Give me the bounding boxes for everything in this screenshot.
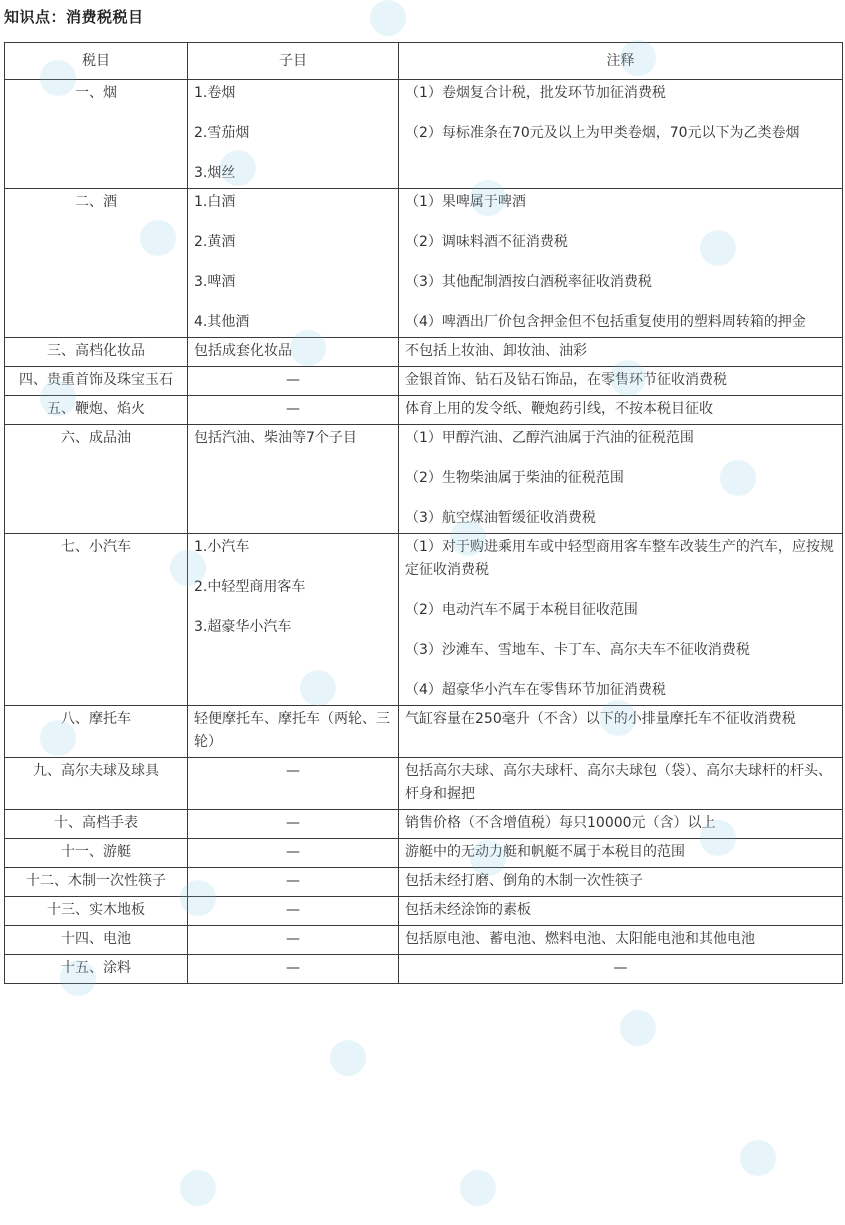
note-cell: [399, 534, 843, 706]
tax-item-cell: 四、贵重首饰及珠宝玉石: [5, 367, 188, 396]
tax-item-cell: 九、高尔夫球及球具: [5, 758, 188, 810]
note-line: 包括未经打磨、倒角的木制一次性筷子: [405, 873, 643, 889]
sub-item-line: —: [286, 372, 300, 388]
note-line: 金银首饰、钻石及钻石饰品，在零售环节征收消费税: [405, 372, 727, 388]
sub-item-cell: [188, 897, 399, 926]
watermark-logo: [180, 1170, 216, 1206]
table-row: [5, 897, 843, 926]
table-row: [5, 80, 843, 189]
note-cell: [399, 706, 843, 758]
table-row: [5, 868, 843, 897]
sub-item-cell: [188, 80, 399, 189]
sub-item-line: 2.黄酒: [194, 234, 236, 250]
note-line: 销售价格（不含增值税）每只10000元（含）以上: [405, 815, 716, 831]
sub-item-cell: [188, 758, 399, 810]
note-line: （3）沙滩车、雪地车、卡丁车、高尔夫车不征收消费税: [405, 642, 750, 658]
note-line: （4）啤酒出厂价包含押金但不包括重复使用的塑料周转箱的押金: [405, 314, 806, 330]
note-line: （1）对于购进乘用车或中轻型商用客车整车改装生产的汽车，应按规定征收消费税: [405, 539, 834, 578]
note-line: （1）卷烟复合计税，批发环节加征消费税: [405, 85, 666, 101]
tax-item-cell: 二、酒: [5, 189, 188, 338]
tax-item-cell: 十二、木制一次性筷子: [5, 868, 188, 897]
sub-item-line: 2.雪茄烟: [194, 125, 250, 141]
table-row: [5, 810, 843, 839]
tax-item-cell: 五、鞭炮、焰火: [5, 396, 188, 425]
sub-item-line: 1.小汽车: [194, 539, 250, 555]
tax-item-cell: 一、烟: [5, 80, 188, 189]
sub-item-cell: [188, 955, 399, 984]
watermark-logo: [370, 0, 406, 36]
sub-item-line: —: [286, 401, 300, 417]
tax-items-table: [4, 42, 843, 984]
note-line: 气缸容量在250毫升（不含）以下的小排量摩托车不征收消费税: [405, 711, 796, 727]
note-line: （4）超豪华小汽车在零售环节加征消费税: [405, 682, 666, 698]
table-row: [5, 425, 843, 534]
note-line: （2）调味料酒不征消费税: [405, 234, 568, 250]
note-line: （3）航空煤油暂缓征收消费税: [405, 510, 596, 526]
table-row: [5, 926, 843, 955]
note-cell: [399, 868, 843, 897]
sub-item-line: 包括成套化妆品: [194, 343, 292, 359]
note-line: 包括高尔夫球、高尔夫球杆、高尔夫球包（袋）、高尔夫球杆的杆头、杆身和握把: [405, 763, 832, 802]
sub-item-cell: [188, 425, 399, 534]
sub-item-line: 轻便摩托车、摩托车（两轮、三轮）: [194, 711, 390, 750]
sub-item-line: 3.烟丝: [194, 165, 236, 181]
note-cell: [399, 338, 843, 367]
note-cell: [399, 839, 843, 868]
note-cell: [399, 367, 843, 396]
sub-item-line: 包括汽油、柴油等7个子目: [194, 430, 357, 446]
sub-item-cell: [188, 338, 399, 367]
note-cell: [399, 396, 843, 425]
note-line: 包括未经涂饰的素板: [405, 902, 531, 918]
sub-item-cell: [188, 534, 399, 706]
note-line: （1）甲醇汽油、乙醇汽油属于汽油的征税范围: [405, 430, 694, 446]
note-line: （2）生物柴油属于柴油的征税范围: [405, 470, 624, 486]
note-cell: [399, 897, 843, 926]
table-row: [5, 367, 843, 396]
sub-item-line: —: [286, 960, 300, 976]
tax-item-cell: 十、高档手表: [5, 810, 188, 839]
sub-item-cell: [188, 926, 399, 955]
note-line: 不包括上妆油、卸妆油、油彩: [405, 343, 587, 359]
table-row: [5, 189, 843, 338]
table-row: [5, 839, 843, 868]
tax-item-cell: 十三、实木地板: [5, 897, 188, 926]
sub-item-cell: [188, 396, 399, 425]
sub-item-cell: [188, 868, 399, 897]
sub-item-line: 2.中轻型商用客车: [194, 579, 306, 595]
sub-item-line: 1.卷烟: [194, 85, 236, 101]
note-line: （2）每标准条在70元及以上为甲类卷烟，70元以下为乙类卷烟: [405, 125, 800, 141]
table-row: [5, 396, 843, 425]
table-row: [5, 706, 843, 758]
tax-item-cell: 三、高档化妆品: [5, 338, 188, 367]
note-line: 包括原电池、蓄电池、燃料电池、太阳能电池和其他电池: [405, 931, 755, 947]
table-header-row: [5, 43, 843, 80]
watermark-logo: [460, 1170, 496, 1206]
sub-item-line: —: [286, 902, 300, 918]
note-cell: [399, 189, 843, 338]
tax-item-cell: 十一、游艇: [5, 839, 188, 868]
tax-item-cell: 八、摩托车: [5, 706, 188, 758]
tax-item-cell: 十五、涂料: [5, 955, 188, 984]
sub-item-line: 3.啤酒: [194, 274, 236, 290]
table-body: [5, 80, 843, 984]
note-cell: [399, 955, 843, 984]
sub-item-line: —: [286, 873, 300, 889]
note-line: 游艇中的无动力艇和帆艇不属于本税目的范围: [405, 844, 685, 860]
note-line: （3）其他配制酒按白酒税率征收消费税: [405, 274, 652, 290]
note-cell: [399, 425, 843, 534]
tax-item-cell: 十四、电池: [5, 926, 188, 955]
table-row: [5, 758, 843, 810]
table-row: [5, 955, 843, 984]
sub-item-line: 4.其他酒: [194, 314, 250, 330]
note-line: 体育上用的发令纸、鞭炮药引线，不按本税目征收: [405, 401, 713, 417]
sub-item-line: —: [286, 844, 300, 860]
header-sub-item: 子目: [188, 43, 399, 80]
watermark-logo: [620, 1010, 656, 1046]
header-tax-item: 税目: [5, 43, 188, 80]
table-row: [5, 534, 843, 706]
note-line: —: [613, 960, 628, 976]
sub-item-line: —: [286, 815, 300, 831]
page-title: 知识点：消费税税目: [4, 8, 144, 26]
note-cell: [399, 926, 843, 955]
tax-item-cell: 六、成品油: [5, 425, 188, 534]
note-cell: [399, 80, 843, 189]
sub-item-cell: [188, 367, 399, 396]
tax-item-cell: 七、小汽车: [5, 534, 188, 706]
table-row: [5, 338, 843, 367]
sub-item-line: —: [286, 763, 300, 779]
sub-item-line: —: [286, 931, 300, 947]
sub-item-cell: [188, 706, 399, 758]
sub-item-line: 3.超豪华小汽车: [194, 619, 292, 635]
header-notes: 注释: [399, 43, 843, 80]
watermark-logo: [740, 1140, 776, 1176]
watermark-logo: [330, 1040, 366, 1076]
note-cell: [399, 810, 843, 839]
sub-item-cell: [188, 810, 399, 839]
note-line: （2）电动汽车不属于本税目征收范围: [405, 602, 638, 618]
sub-item-cell: [188, 839, 399, 868]
note-cell: [399, 758, 843, 810]
sub-item-cell: [188, 189, 399, 338]
sub-item-line: 1.白酒: [194, 194, 236, 210]
note-line: （1）果啤属于啤酒: [405, 194, 526, 210]
